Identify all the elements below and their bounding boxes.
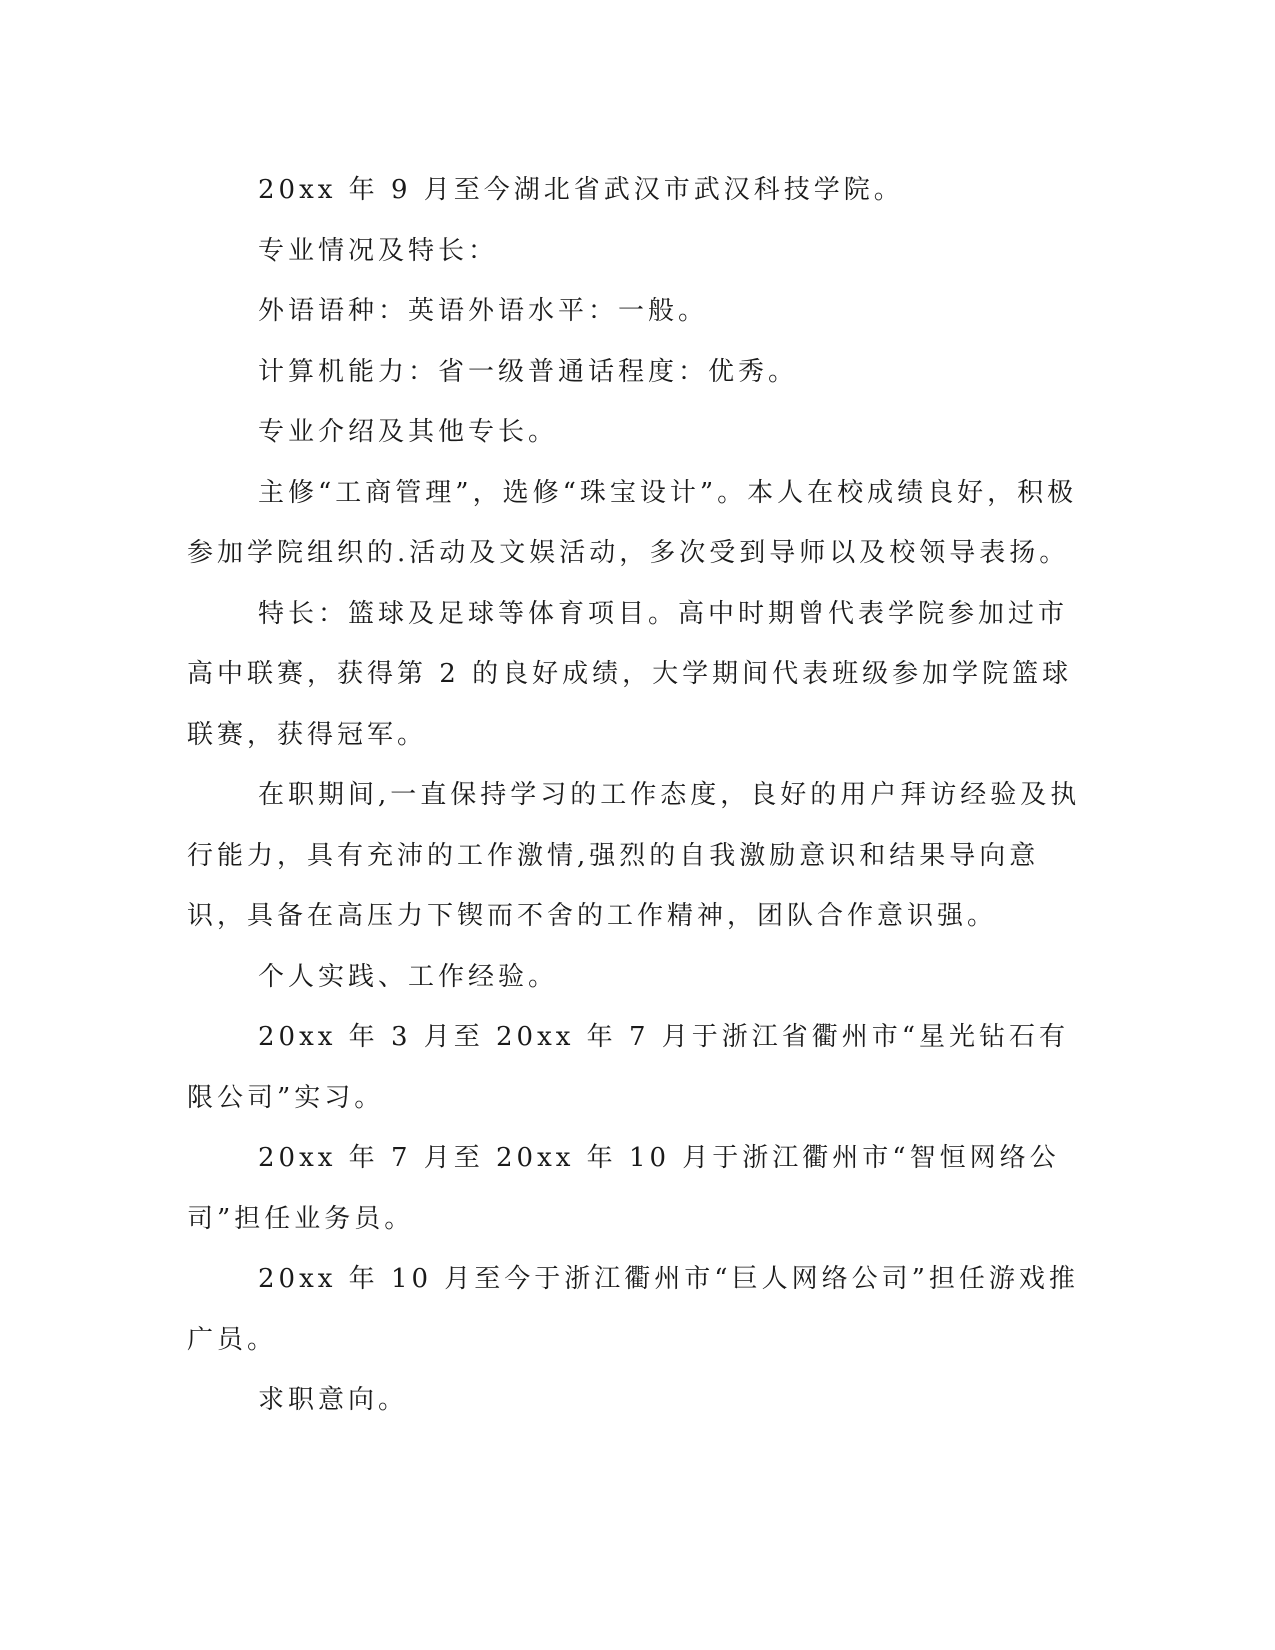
paragraph-work-attitude: 在职期间,一直保持学习的工作态度，良好的用户拜访经验及执行能力，具有充沛的工作激情,强烈的自我激励意识和结果导向意识，具备在高压力下锲而不舍的工作精神，团队合作意识强。 <box>187 780 1081 931</box>
paragraph-experience-salesperson: 20xx 年 7 月至 20xx 年 10 月于浙江衢州市“智恒网络公司”担任业务员。 <box>187 1143 1060 1234</box>
paragraph-computer-skills: 计算机能力：省一级普通话程度：优秀。 <box>258 356 799 387</box>
paragraph-major-intro-heading: 专业介绍及其他专长。 <box>258 417 559 447</box>
paragraph-specialty-heading: 专业情况及特长： <box>258 235 499 266</box>
paragraph-education-current: 20xx 年 9 月至今湖北省武汉市武汉科技学院。 <box>258 175 904 205</box>
paragraph-foreign-language: 外语语种：英语外语水平：一般。 <box>258 296 709 326</box>
paragraph-experience-promoter: 20xx 年 10 月至今于浙江衢州市“巨人网络公司”担任游戏推广员。 <box>187 1264 1079 1355</box>
document-body <box>187 160 1087 1431</box>
paragraph-major-intro: 主修“工商管理”，选修“珠宝设计”。本人在校成绩良好，积极参加学院组织的.活动及文娱活动，多次受到导师以及校领导表扬。 <box>187 477 1078 568</box>
paragraph-job-intention-heading: 求职意向。 <box>258 1385 409 1415</box>
paragraph-experience-heading: 个人实践、工作经验。 <box>258 961 559 992</box>
paragraph-sports-specialty: 特长：篮球及足球等体育项目。高中时期曾代表学院参加过市高中联赛，获得第 2 的良好成绩，大学期间代表班级参加学院篮球联赛，获得冠军。 <box>187 598 1073 750</box>
paragraph-experience-internship: 20xx 年 3 月至 20xx 年 7 月于浙江省衢州市“星光钻石有限公司”实习。 <box>187 1022 1070 1113</box>
